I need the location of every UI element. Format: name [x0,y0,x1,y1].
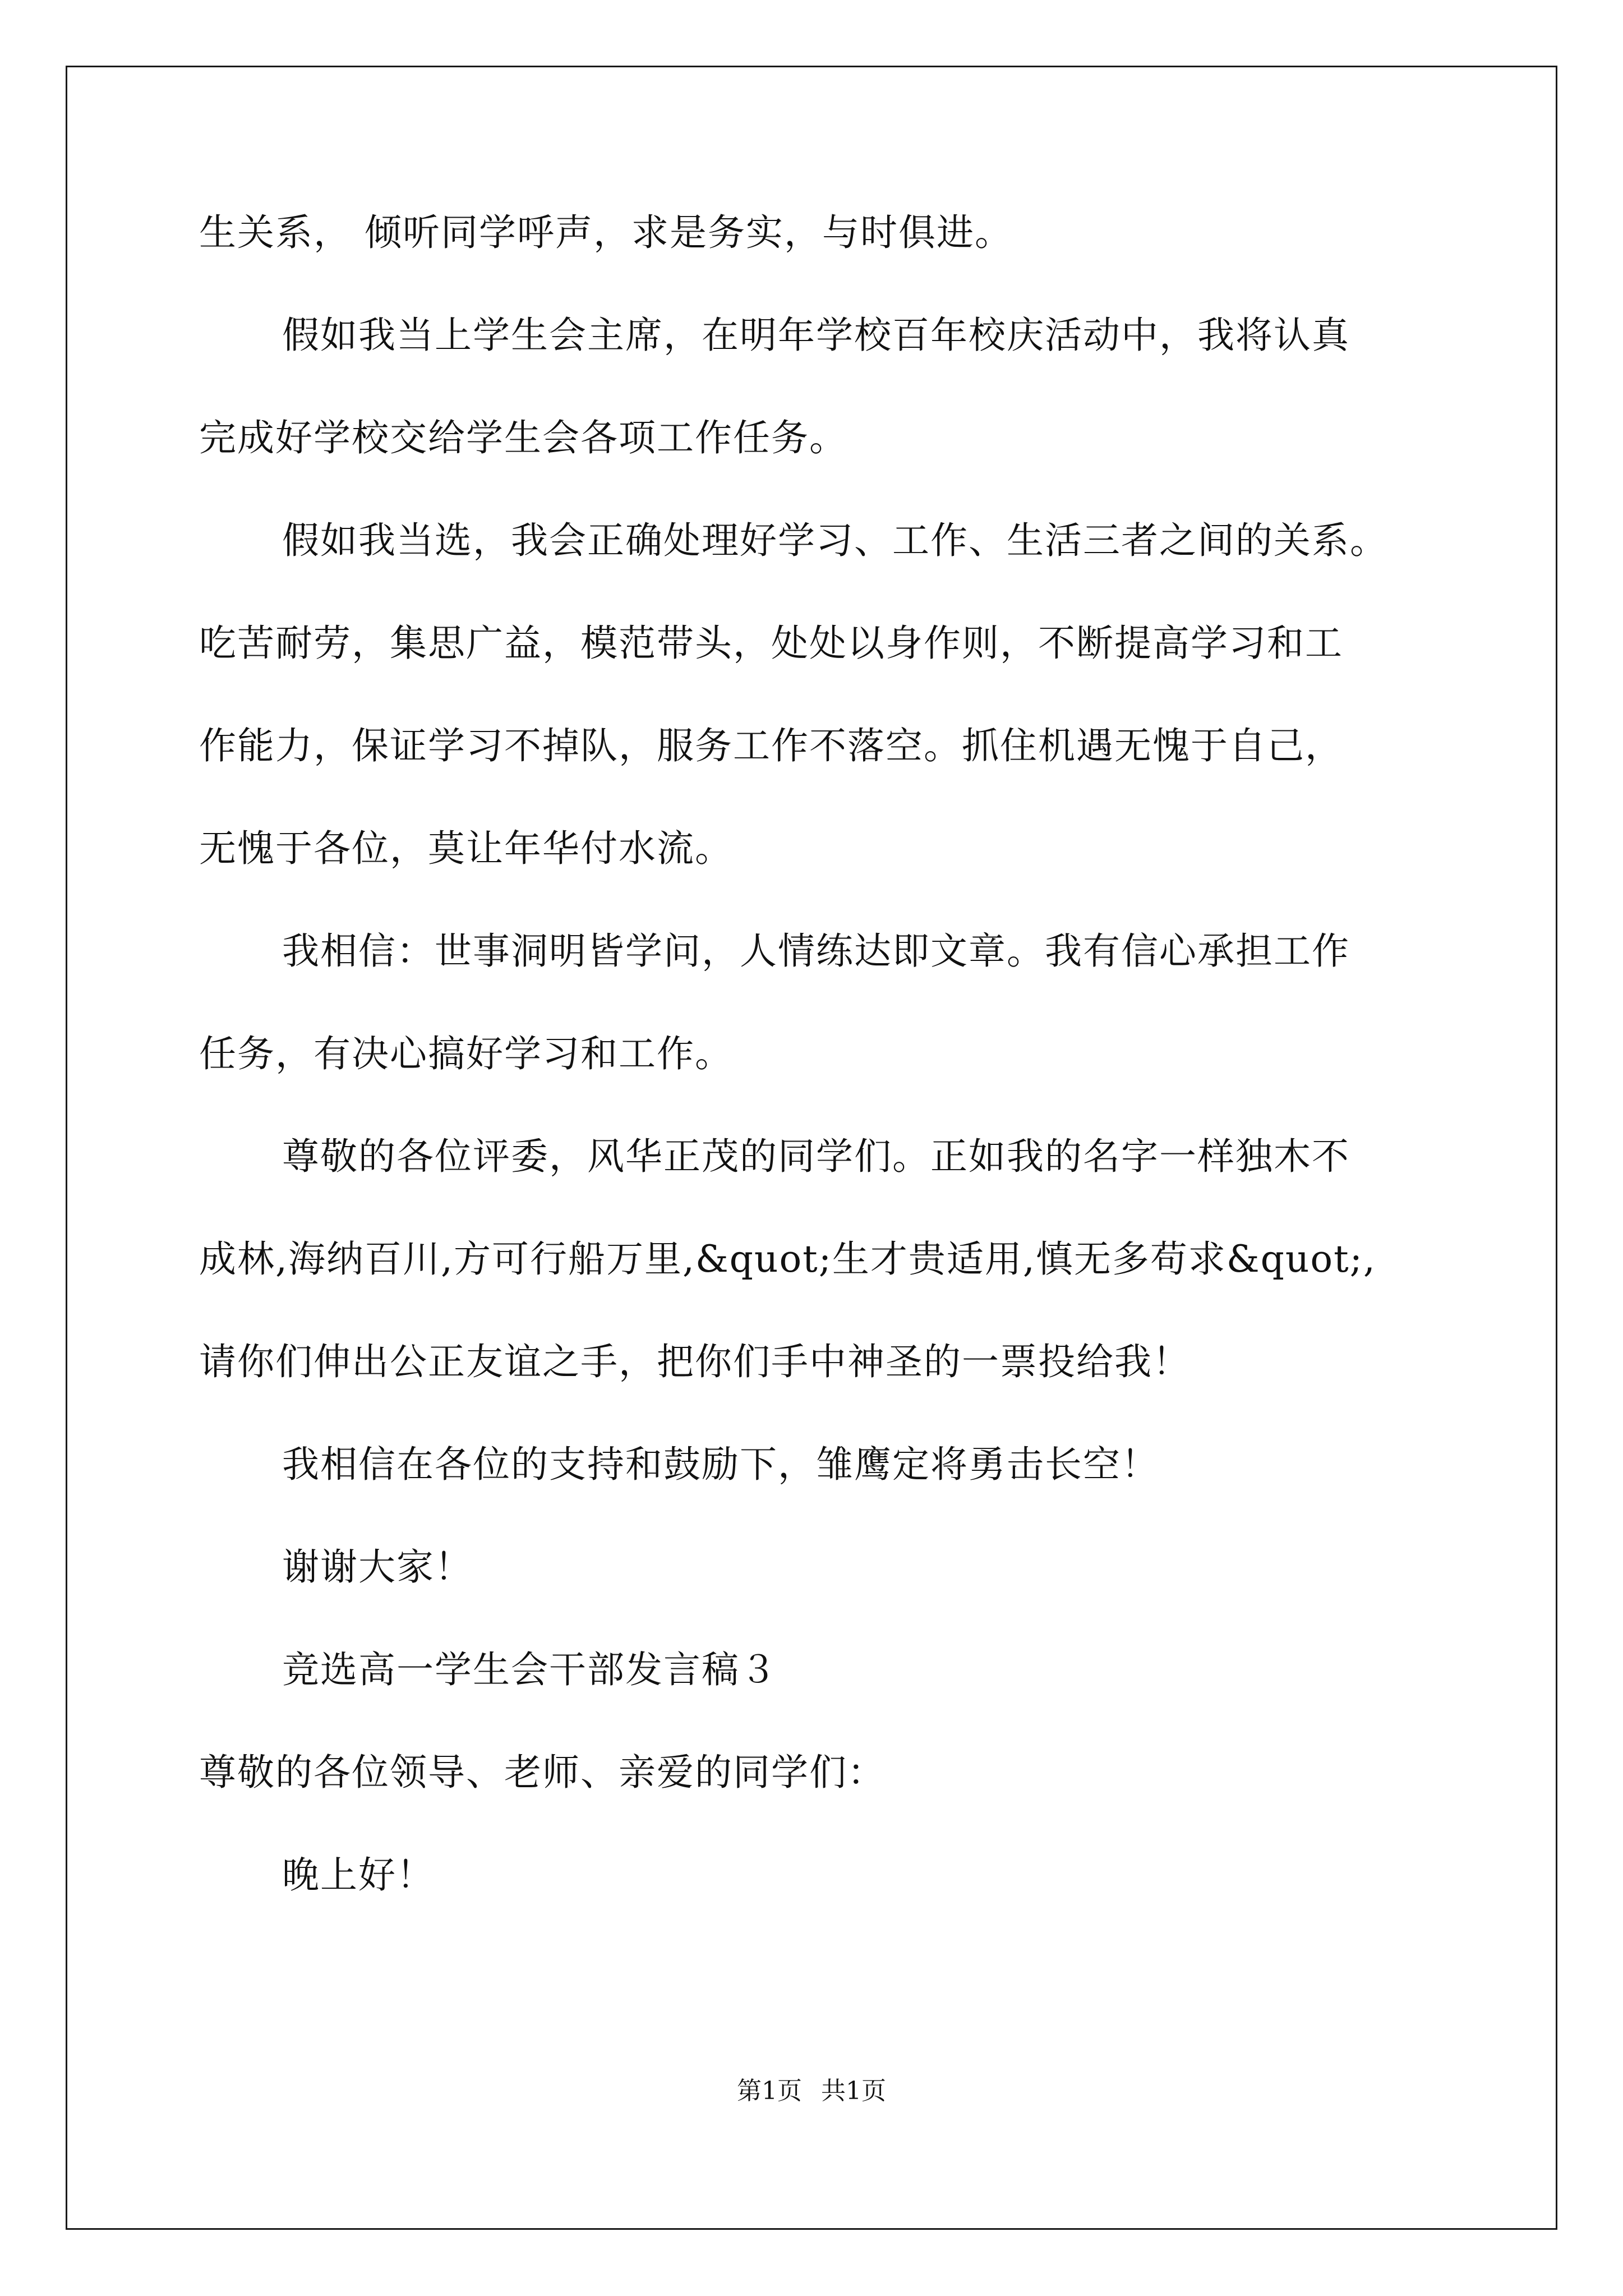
text-line: 谢谢大家！ [282,1545,473,1589]
text-line: 无愧于各位，莫让年华付水流。 [199,827,733,870]
text-line: 假如我当上学生会主席，在明年学校百年校庆活动中，我将认真 [282,314,1350,357]
page-total: 共1页 [821,2077,886,2105]
text-line: 生关系， 倾听同学呼声，求是务实，与时俱进。 [199,211,1013,254]
text-line: 尊敬的各位评委，风华正茂的同学们。正如我的名字一样独木不 [282,1135,1350,1178]
page-footer [0,2074,1623,2108]
text-line: 请你们伸出公正友谊之手，把你们手中神圣的一票投给我！ [199,1340,1191,1383]
text-line: 任务，有决心搞好学习和工作。 [199,1032,733,1075]
text-line: 完成好学校交给学生会各项工作任务。 [199,416,847,459]
text-line: 我相信：世事洞明皆学问，人情练达即文章。我有信心承担工作 [282,930,1350,973]
text-line: 尊敬的各位领导、老师、亲爱的同学们： [199,1751,886,1794]
text-line: 晚上好！ [282,1853,435,1897]
text-line: 吃苦耐劳，集思广益，模范带头，处处以身作则，不断提高学习和工 [199,622,1343,665]
page-number: 第1页 [737,2077,802,2105]
section-heading: 竞选高一学生会干部发言稿３ [282,1648,778,1691]
text-line: 我相信在各位的支持和鼓励下，雏鹰定将勇击长空！ [282,1443,1159,1486]
text-line: 假如我当选，我会正确处理好学习、工作、生活三者之间的关系。 [282,519,1388,562]
text-line: 成林,海纳百川,方可行船万里,&quot;生才贵适用,慎无多苟求&quot;, [199,1237,1376,1281]
text-line: 作能力，保证学习不掉队，服务工作不落空。抓住机遇无愧于自己， [199,724,1343,767]
